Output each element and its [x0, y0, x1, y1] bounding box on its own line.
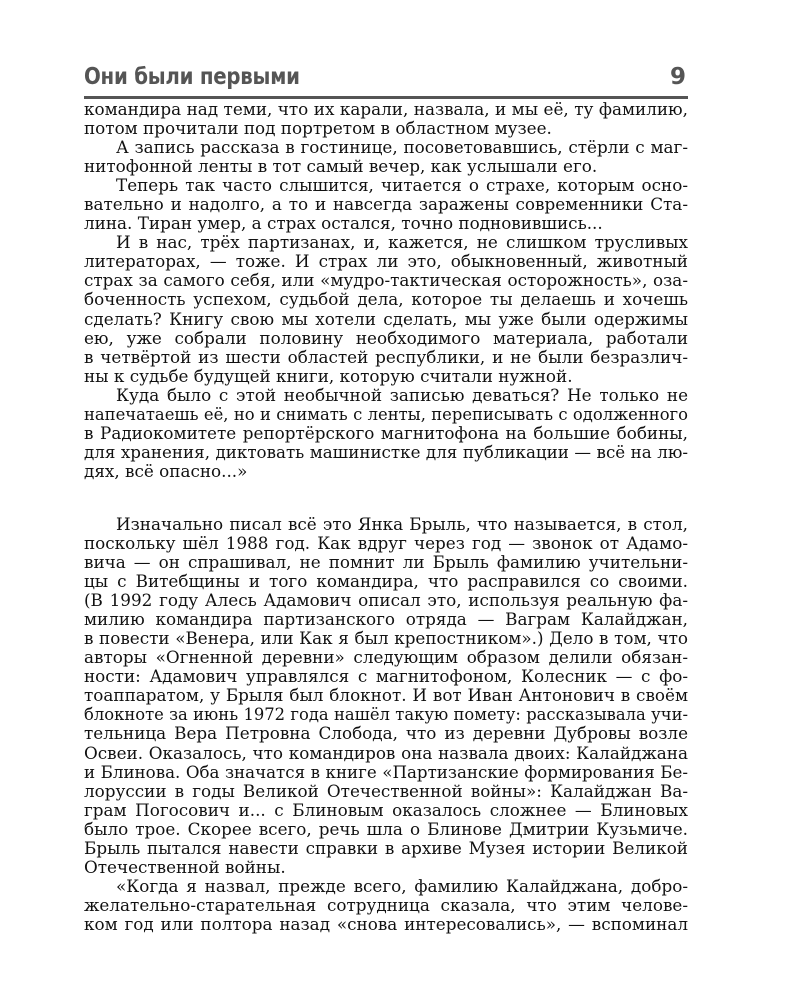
text-line: И в нас, трёх партизанах, и, кажется, не слишком трусливых [116, 232, 688, 253]
text-line: Изначально писал всё это Янка Брыль, что называется, в стол, [116, 513, 688, 534]
text-line: ны к судьбе будущей книги, которую считали нужной. [84, 365, 573, 386]
text-line: лоруссии в годы Великой Отечественной войны»: Калайджан Ва- [84, 780, 688, 801]
text-line: было трое. Скорее всего, речь шла о Блинове Дмитрии Кузьмиче. [84, 818, 688, 839]
narrative-passage [84, 515, 688, 934]
text-line: в четвёртой из шести областей республики, и не были безразлич- [84, 346, 688, 367]
text-line: Брыль пытался навести справки в архиве Музея истории Великой [84, 837, 688, 858]
text-line: для хранения, диктовать машинистке для публикации — всё на лю- [84, 441, 688, 462]
text-line: потом прочитали под портретом в областном музее. [84, 118, 552, 139]
text-line: напечатаешь её, но и снимать с ленты, переписывать с одолженного [84, 404, 688, 424]
text-line: Куда было с этой необычной записью деваться? Не только не [116, 384, 688, 405]
section-gap [84, 481, 688, 515]
text-line: и Блинова. Оба значатся в книге «Партизанские формирования Бе- [84, 762, 688, 782]
text-line: дях, всё опасно...» [84, 460, 248, 481]
text-line: блокноте за июнь 1972 года нашёл такую помету: рассказывала учи- [84, 705, 688, 725]
text-line: цы с Витебщины и того командира, что расправился со своими. [84, 571, 688, 592]
body-text [84, 100, 688, 934]
text-line: в Радиокомитете репортёрского магнитофона на большие бобины, [84, 422, 688, 443]
text-line: в повести «Венера, или Как я был крепостником».) Дело в том, что [84, 628, 688, 649]
running-header [84, 62, 688, 99]
text-line: сделать? Книгу свою мы хотели сделать, мы уже были одержимы [84, 308, 688, 329]
text-line: Отечественной войны. [84, 856, 286, 877]
quoted-passage [84, 100, 688, 481]
text-line: командира над теми, что их карали, назвала, и мы её, ту фамилию, [84, 99, 688, 119]
text-line: лина. Тиран умер, а страх остался, точно подновившись... [84, 213, 603, 234]
text-line: боченность успехом, судьбой дела, которое ты делаешь и хочешь [84, 289, 688, 310]
text-line: тоаппаратом, у Брыля был блокнот. И вот Иван Антонович в своём [84, 685, 688, 706]
text-line: вательно и надолго, а то и навсегда заражены современники Ста- [84, 194, 688, 215]
running-title: Они были первыми [84, 64, 300, 90]
text-line: милию командира партизанского отряда — Ваграм Калайджан, [84, 609, 688, 630]
text-line: вича — он спрашивал, не помнит ли Брыль фамилию учительни- [84, 552, 688, 573]
text-line: тельница Вера Петровна Слобода, что из деревни Дубровы возле [84, 723, 688, 744]
text-line: авторы «Огненной деревни» следующим образом делили обязан- [84, 647, 688, 668]
text-line: грам Погосович и... с Блиновым оказалось сложнее — Блиновых [84, 799, 688, 820]
text-line: ности: Адамович управлялся с магнитофоном, Колесник — с фо- [84, 666, 688, 687]
text-line: страх за самого себя, или «мудро-тактическая осторожность», оза- [84, 270, 688, 291]
text-line: (В 1992 году Алесь Адамович описал это, используя реальную фа- [84, 590, 688, 611]
text-line: «Когда я назвал, прежде всего, фамилию Калайджана, добро- [116, 875, 688, 896]
text-line: Освеи. Оказалось, что командиров она назвала двоих: Калайджана [84, 742, 688, 763]
text-line: ком год или полтора назад «снова интересовались», — вспоминал [84, 913, 688, 934]
text-line: нитофонной ленты в тот самый вечер, как услышали его. [84, 156, 598, 177]
text-line: Теперь так часто слышится, читается о страхе, которым осно- [116, 175, 688, 196]
text-line: поскольку шёл 1988 год. Как вдруг через год — звонок от Адамо- [84, 532, 688, 553]
page-number: 9 [669, 64, 686, 90]
text-line: ею, уже собрали половину необходимого материала, работали [84, 327, 688, 348]
text-line: желательно-старательная сотрудница сказала, что этим челове- [84, 894, 688, 915]
text-line: А запись рассказа в гостинице, посоветовавшись, стёрли с маг- [116, 137, 688, 158]
text-line: литераторах, — тоже. И страх ли это, обыкновенный, животный [84, 251, 688, 272]
